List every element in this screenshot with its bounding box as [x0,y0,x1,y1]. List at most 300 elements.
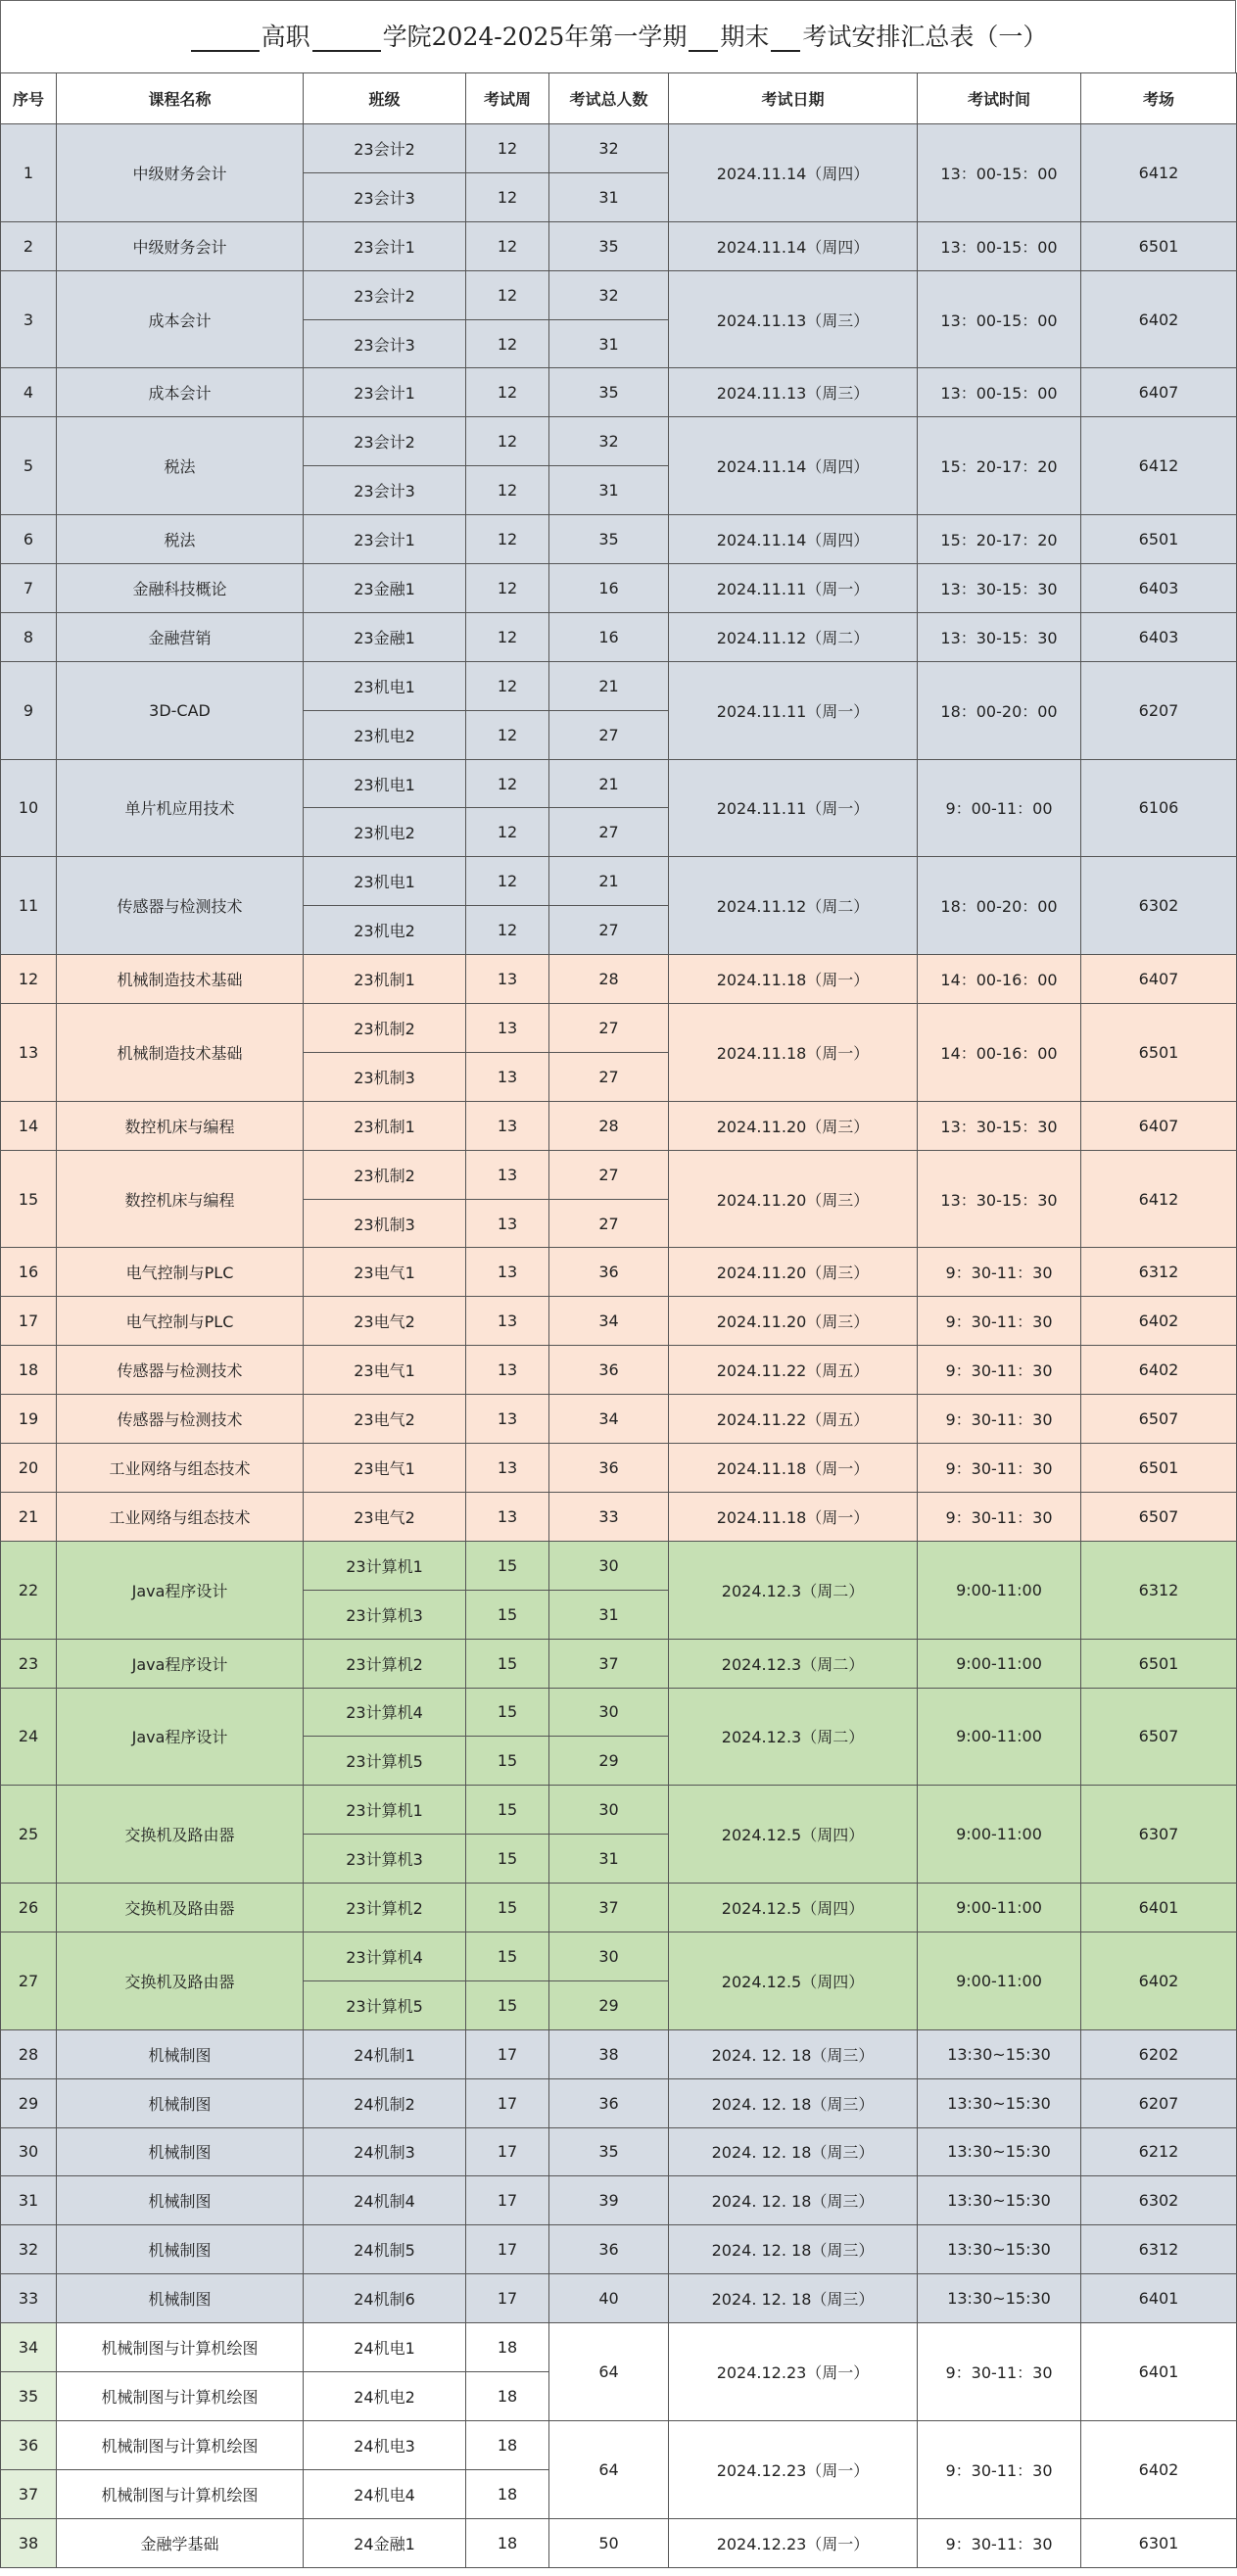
class-name[interactable]: 23计算机1 [304,1786,466,1835]
exam-count[interactable]: 21 [549,661,669,710]
exam-total-count[interactable]: 64 [549,2420,669,2518]
course-name[interactable]: 金融科技概论 [57,564,304,613]
exam-week[interactable]: 12 [466,710,549,759]
row-number[interactable]: 35 [1,2371,57,2420]
exam-count[interactable]: 27 [549,1052,669,1101]
course-name[interactable]: 税法 [57,515,304,564]
exam-time[interactable]: 13：00-15：00 [918,368,1081,417]
row-number[interactable]: 27 [1,1932,57,2029]
course-name[interactable]: 工业网络与组态技术 [57,1492,304,1541]
class-name[interactable]: 23计算机1 [304,1541,466,1590]
class-name[interactable]: 23机制2 [304,1150,466,1199]
exam-time[interactable]: 9:00-11:00 [918,1884,1081,1932]
class-name[interactable]: 24机制2 [304,2078,466,2127]
row-number[interactable]: 1 [1,124,57,222]
row-number[interactable]: 4 [1,368,57,417]
exam-count[interactable]: 35 [549,368,669,417]
exam-date[interactable]: 2024.11.14（周四） [669,221,918,270]
exam-room[interactable]: 6501 [1081,515,1237,564]
exam-room[interactable]: 6402 [1081,1346,1237,1395]
row-number[interactable]: 38 [1,2518,57,2567]
exam-date[interactable]: 2024. 12. 18（周三） [669,2029,918,2078]
exam-room[interactable]: 6402 [1081,270,1237,368]
exam-room[interactable]: 6501 [1081,1444,1237,1493]
exam-date[interactable]: 2024.12.5（周四） [669,1884,918,1932]
exam-week[interactable]: 15 [466,1980,549,2029]
exam-count[interactable]: 36 [549,1444,669,1493]
class-name[interactable]: 24机制1 [304,2029,466,2078]
exam-count[interactable]: 27 [549,1150,669,1199]
exam-count[interactable]: 33 [549,1492,669,1541]
exam-room[interactable]: 6207 [1081,661,1237,759]
course-name[interactable]: 机械制图 [57,2176,304,2225]
course-name[interactable]: 传感器与检测技术 [57,857,304,955]
exam-date[interactable]: 2024.11.14（周四） [669,417,918,515]
exam-count[interactable]: 27 [549,808,669,857]
class-name[interactable]: 23会计2 [304,270,466,319]
exam-date[interactable]: 2024. 12. 18（周三） [669,2176,918,2225]
class-name[interactable]: 24金融1 [304,2518,466,2567]
exam-week[interactable]: 12 [466,270,549,319]
exam-count[interactable]: 32 [549,270,669,319]
row-number[interactable]: 7 [1,564,57,613]
row-number[interactable]: 18 [1,1346,57,1395]
exam-count[interactable]: 34 [549,1395,669,1444]
exam-room[interactable]: 6407 [1081,955,1237,1004]
exam-date[interactable]: 2024.11.22（周五） [669,1346,918,1395]
exam-week[interactable]: 15 [466,1932,549,1980]
row-number[interactable]: 3 [1,270,57,368]
exam-count[interactable]: 34 [549,1297,669,1346]
course-name[interactable]: 成本会计 [57,368,304,417]
exam-date[interactable]: 2024.11.13（周三） [669,270,918,368]
exam-room[interactable]: 6402 [1081,1297,1237,1346]
course-name[interactable]: 单片机应用技术 [57,759,304,857]
exam-date[interactable]: 2024. 12. 18（周三） [669,2225,918,2274]
exam-count[interactable]: 50 [549,2518,669,2567]
exam-week[interactable]: 13 [466,1297,549,1346]
row-number[interactable]: 13 [1,1004,57,1102]
exam-count[interactable]: 40 [549,2274,669,2323]
exam-room[interactable]: 6401 [1081,2323,1237,2421]
exam-date[interactable]: 2024.11.12（周二） [669,857,918,955]
exam-week[interactable]: 13 [466,1101,549,1150]
exam-date[interactable]: 2024.12.23（周一） [669,2323,918,2421]
class-name[interactable]: 24机制5 [304,2225,466,2274]
exam-week[interactable]: 17 [466,2078,549,2127]
exam-week[interactable]: 13 [466,1150,549,1199]
exam-date[interactable]: 2024.11.22（周五） [669,1395,918,1444]
exam-week[interactable]: 15 [466,1737,549,1786]
exam-date[interactable]: 2024.12.5（周四） [669,1786,918,1884]
row-number[interactable]: 32 [1,2225,57,2274]
class-name[interactable]: 24机制3 [304,2127,466,2176]
exam-time[interactable]: 13:30~15:30 [918,2078,1081,2127]
exam-room[interactable]: 6501 [1081,221,1237,270]
course-name[interactable]: 税法 [57,417,304,515]
course-name[interactable]: 机械制图与计算机绘图 [57,2323,304,2372]
exam-week[interactable]: 12 [466,808,549,857]
exam-count[interactable]: 16 [549,612,669,661]
course-name[interactable]: 电气控制与PLC [57,1248,304,1297]
exam-date[interactable]: 2024.11.20（周三） [669,1297,918,1346]
exam-count[interactable]: 39 [549,2176,669,2225]
class-name[interactable]: 24机电3 [304,2420,466,2469]
exam-count[interactable]: 29 [549,1980,669,2029]
row-number[interactable]: 5 [1,417,57,515]
exam-count[interactable]: 16 [549,564,669,613]
exam-week[interactable]: 13 [466,1004,549,1053]
exam-time[interactable]: 9:00-11:00 [918,1932,1081,2029]
exam-room[interactable]: 6207 [1081,2078,1237,2127]
exam-week[interactable]: 15 [466,1884,549,1932]
class-name[interactable]: 23机电2 [304,710,466,759]
class-name[interactable]: 24机电1 [304,2323,466,2372]
exam-time[interactable]: 9：30-11：30 [918,2420,1081,2518]
exam-week[interactable]: 12 [466,857,549,906]
exam-week[interactable]: 17 [466,2225,549,2274]
exam-count[interactable]: 28 [549,1101,669,1150]
exam-room[interactable]: 6302 [1081,2176,1237,2225]
exam-room[interactable]: 6301 [1081,2518,1237,2567]
class-name[interactable]: 23机制3 [304,1052,466,1101]
exam-week[interactable]: 13 [466,955,549,1004]
exam-week[interactable]: 18 [466,2469,549,2518]
exam-date[interactable]: 2024.11.18（周一） [669,1004,918,1102]
row-number[interactable]: 34 [1,2323,57,2372]
course-name[interactable]: 中级财务会计 [57,124,304,222]
exam-room[interactable]: 6501 [1081,1004,1237,1102]
class-name[interactable]: 23计算机3 [304,1590,466,1639]
course-name[interactable]: 数控机床与编程 [57,1101,304,1150]
exam-time[interactable]: 13:30~15:30 [918,2176,1081,2225]
exam-week[interactable]: 18 [466,2371,549,2420]
exam-room[interactable]: 6507 [1081,1492,1237,1541]
exam-date[interactable]: 2024.11.13（周三） [669,368,918,417]
exam-time[interactable]: 13：30-15：30 [918,564,1081,613]
exam-date[interactable]: 2024.12.3（周二） [669,1688,918,1786]
row-number[interactable]: 26 [1,1884,57,1932]
exam-date[interactable]: 2024.11.11（周一） [669,564,918,613]
exam-room[interactable]: 6403 [1081,612,1237,661]
exam-room[interactable]: 6402 [1081,2420,1237,2518]
row-number[interactable]: 20 [1,1444,57,1493]
exam-count[interactable]: 31 [549,319,669,368]
exam-count[interactable]: 31 [549,1590,669,1639]
row-number[interactable]: 19 [1,1395,57,1444]
exam-date[interactable]: 2024.11.11（周一） [669,759,918,857]
row-number[interactable]: 10 [1,759,57,857]
exam-room[interactable]: 6302 [1081,857,1237,955]
exam-week[interactable]: 13 [466,1248,549,1297]
course-name[interactable]: 交换机及路由器 [57,1786,304,1884]
exam-room[interactable]: 6403 [1081,564,1237,613]
exam-time[interactable]: 13：30-15：30 [918,1101,1081,1150]
exam-count[interactable]: 36 [549,2225,669,2274]
course-name[interactable]: 交换机及路由器 [57,1932,304,2029]
row-number[interactable]: 23 [1,1639,57,1688]
row-number[interactable]: 8 [1,612,57,661]
class-name[interactable]: 23计算机5 [304,1980,466,2029]
course-name[interactable]: 工业网络与组态技术 [57,1444,304,1493]
row-number[interactable]: 36 [1,2420,57,2469]
exam-room[interactable]: 6507 [1081,1688,1237,1786]
course-name[interactable]: 机械制图 [57,2274,304,2323]
row-number[interactable]: 28 [1,2029,57,2078]
exam-time[interactable]: 9:00-11:00 [918,1688,1081,1786]
exam-date[interactable]: 2024.12.3（周二） [669,1541,918,1639]
exam-room[interactable]: 6401 [1081,1884,1237,1932]
course-name[interactable]: 机械制造技术基础 [57,1004,304,1102]
exam-count[interactable]: 32 [549,417,669,466]
exam-count[interactable]: 30 [549,1786,669,1835]
exam-time[interactable]: 13：00-15：00 [918,221,1081,270]
exam-week[interactable]: 13 [466,1492,549,1541]
class-name[interactable]: 23会计2 [304,124,466,173]
exam-time[interactable]: 9：30-11：30 [918,1492,1081,1541]
exam-week[interactable]: 13 [466,1444,549,1493]
exam-count[interactable]: 37 [549,1639,669,1688]
exam-date[interactable]: 2024.11.20（周三） [669,1101,918,1150]
exam-time[interactable]: 13：30-15：30 [918,1150,1081,1248]
title-blank-2[interactable] [312,26,381,52]
row-number[interactable]: 17 [1,1297,57,1346]
exam-time[interactable]: 9:00-11:00 [918,1639,1081,1688]
exam-count[interactable]: 27 [549,710,669,759]
course-name[interactable]: 机械制图 [57,2225,304,2274]
exam-date[interactable]: 2024.12.3（周二） [669,1639,918,1688]
class-name[interactable]: 23会计3 [304,172,466,221]
exam-count[interactable]: 38 [549,2029,669,2078]
exam-week[interactable]: 17 [466,2274,549,2323]
exam-week[interactable]: 12 [466,515,549,564]
row-number[interactable]: 15 [1,1150,57,1248]
exam-week[interactable]: 12 [466,906,549,955]
class-name[interactable]: 23机电1 [304,661,466,710]
exam-week[interactable]: 12 [466,368,549,417]
exam-time[interactable]: 15：20-17：20 [918,417,1081,515]
exam-room[interactable]: 6407 [1081,1101,1237,1150]
exam-date[interactable]: 2024.11.20（周三） [669,1150,918,1248]
exam-count[interactable]: 36 [549,2078,669,2127]
exam-date[interactable]: 2024.11.18（周一） [669,1444,918,1493]
class-name[interactable]: 23计算机4 [304,1688,466,1737]
class-name[interactable]: 23金融1 [304,612,466,661]
exam-week[interactable]: 12 [466,564,549,613]
exam-room[interactable]: 6407 [1081,368,1237,417]
course-name[interactable]: 交换机及路由器 [57,1884,304,1932]
exam-week[interactable]: 15 [466,1688,549,1737]
exam-week[interactable]: 15 [466,1639,549,1688]
class-name[interactable]: 23电气1 [304,1444,466,1493]
course-name[interactable]: 3D-CAD [57,661,304,759]
row-number[interactable]: 9 [1,661,57,759]
exam-time[interactable]: 9：00-11：00 [918,759,1081,857]
exam-time[interactable]: 9：30-11：30 [918,1395,1081,1444]
exam-week[interactable]: 12 [466,319,549,368]
class-name[interactable]: 23会计1 [304,515,466,564]
exam-room[interactable]: 6412 [1081,1150,1237,1248]
exam-time[interactable]: 14：00-16：00 [918,955,1081,1004]
exam-count[interactable]: 37 [549,1884,669,1932]
course-name[interactable]: 传感器与检测技术 [57,1395,304,1444]
exam-time[interactable]: 9：30-11：30 [918,2323,1081,2421]
exam-date[interactable]: 2024.11.18（周一） [669,955,918,1004]
course-name[interactable]: 机械制图与计算机绘图 [57,2469,304,2518]
exam-room[interactable]: 6412 [1081,417,1237,515]
class-name[interactable]: 23计算机2 [304,1639,466,1688]
exam-time[interactable]: 9:00-11:00 [918,1786,1081,1884]
exam-room[interactable]: 6106 [1081,759,1237,857]
exam-room[interactable]: 6402 [1081,1932,1237,2029]
exam-date[interactable]: 2024.11.20（周三） [669,1248,918,1297]
exam-time[interactable]: 14：00-16：00 [918,1004,1081,1102]
row-number[interactable]: 14 [1,1101,57,1150]
exam-count[interactable]: 35 [549,515,669,564]
title-blank-1[interactable] [191,26,260,52]
exam-count[interactable]: 21 [549,857,669,906]
class-name[interactable]: 24机电4 [304,2469,466,2518]
exam-time[interactable]: 13：00-15：00 [918,270,1081,368]
course-name[interactable]: 金融学基础 [57,2518,304,2567]
exam-time[interactable]: 9：30-11：30 [918,1444,1081,1493]
class-name[interactable]: 23机电1 [304,759,466,808]
exam-week[interactable]: 18 [466,2518,549,2567]
exam-count[interactable]: 29 [549,1737,669,1786]
row-number[interactable]: 2 [1,221,57,270]
row-number[interactable]: 25 [1,1786,57,1884]
exam-time[interactable]: 9：30-11：30 [918,1346,1081,1395]
exam-week[interactable]: 12 [466,612,549,661]
row-number[interactable]: 12 [1,955,57,1004]
row-number[interactable]: 33 [1,2274,57,2323]
exam-date[interactable]: 2024.11.11（周一） [669,661,918,759]
course-name[interactable]: Java程序设计 [57,1639,304,1688]
row-number[interactable]: 37 [1,2469,57,2518]
row-number[interactable]: 16 [1,1248,57,1297]
exam-week[interactable]: 12 [466,661,549,710]
exam-date[interactable]: 2024.12.5（周四） [669,1932,918,2029]
exam-week[interactable]: 12 [466,172,549,221]
course-name[interactable]: 机械制图 [57,2078,304,2127]
exam-week[interactable]: 13 [466,1199,549,1248]
class-name[interactable]: 23会计3 [304,466,466,515]
exam-count[interactable]: 35 [549,221,669,270]
row-number[interactable]: 24 [1,1688,57,1786]
exam-count[interactable]: 27 [549,906,669,955]
exam-date[interactable]: 2024.12.23（周一） [669,2518,918,2567]
class-name[interactable]: 23机制1 [304,1101,466,1150]
row-number[interactable]: 31 [1,2176,57,2225]
exam-count[interactable]: 35 [549,2127,669,2176]
class-name[interactable]: 23电气1 [304,1346,466,1395]
row-number[interactable]: 29 [1,2078,57,2127]
exam-time[interactable]: 13:30~15:30 [918,2127,1081,2176]
exam-count[interactable]: 27 [549,1199,669,1248]
exam-date[interactable]: 2024.12.23（周一） [669,2420,918,2518]
class-name[interactable]: 23会计2 [304,417,466,466]
course-name[interactable]: 金融营销 [57,612,304,661]
course-name[interactable]: 机械制图 [57,2127,304,2176]
title-blank-3[interactable] [689,26,718,52]
class-name[interactable]: 23机制3 [304,1199,466,1248]
exam-count[interactable]: 36 [549,1248,669,1297]
exam-count[interactable]: 30 [549,1688,669,1737]
class-name[interactable]: 23机制1 [304,955,466,1004]
exam-count[interactable]: 30 [549,1932,669,1980]
course-name[interactable]: 机械制图 [57,2029,304,2078]
exam-time[interactable]: 9：30-11：30 [918,1248,1081,1297]
row-number[interactable]: 6 [1,515,57,564]
exam-room[interactable]: 6312 [1081,1248,1237,1297]
course-name[interactable]: Java程序设计 [57,1688,304,1786]
exam-room[interactable]: 6202 [1081,2029,1237,2078]
course-name[interactable]: 成本会计 [57,270,304,368]
exam-room[interactable]: 6312 [1081,1541,1237,1639]
exam-count[interactable]: 31 [549,1835,669,1884]
exam-week[interactable]: 17 [466,2176,549,2225]
exam-week[interactable]: 13 [466,1052,549,1101]
exam-count[interactable]: 30 [549,1541,669,1590]
exam-week[interactable]: 15 [466,1590,549,1639]
exam-room[interactable]: 6501 [1081,1639,1237,1688]
course-name[interactable]: 电气控制与PLC [57,1297,304,1346]
row-number[interactable]: 22 [1,1541,57,1639]
exam-total-count[interactable]: 64 [549,2323,669,2421]
exam-week[interactable]: 15 [466,1835,549,1884]
exam-count[interactable]: 21 [549,759,669,808]
exam-week[interactable]: 15 [466,1541,549,1590]
class-name[interactable]: 23电气1 [304,1248,466,1297]
class-name[interactable]: 23计算机3 [304,1835,466,1884]
exam-room[interactable]: 6401 [1081,2274,1237,2323]
class-name[interactable]: 23电气2 [304,1492,466,1541]
exam-room[interactable]: 6212 [1081,2127,1237,2176]
exam-time[interactable]: 9:00-11:00 [918,1541,1081,1639]
exam-time[interactable]: 13：00-15：00 [918,124,1081,222]
exam-time[interactable]: 18：00-20：00 [918,857,1081,955]
class-name[interactable]: 23机电1 [304,857,466,906]
exam-time[interactable]: 9：30-11：30 [918,2518,1081,2567]
class-name[interactable]: 23计算机4 [304,1932,466,1980]
title-blank-4[interactable] [771,26,800,52]
row-number[interactable]: 11 [1,857,57,955]
exam-date[interactable]: 2024. 12. 18（周三） [669,2078,918,2127]
class-name[interactable]: 24机电2 [304,2371,466,2420]
class-name[interactable]: 23金融1 [304,564,466,613]
exam-week[interactable]: 18 [466,2323,549,2372]
exam-room[interactable]: 6312 [1081,2225,1237,2274]
exam-week[interactable]: 12 [466,466,549,515]
exam-count[interactable]: 31 [549,172,669,221]
exam-time[interactable]: 13:30~15:30 [918,2029,1081,2078]
exam-time[interactable]: 18：00-20：00 [918,661,1081,759]
exam-week[interactable]: 12 [466,124,549,173]
class-name[interactable]: 23会计3 [304,319,466,368]
exam-week[interactable]: 13 [466,1395,549,1444]
exam-week[interactable]: 18 [466,2420,549,2469]
course-name[interactable]: 机械制造技术基础 [57,955,304,1004]
exam-date[interactable]: 2024.11.18（周一） [669,1492,918,1541]
course-name[interactable]: 中级财务会计 [57,221,304,270]
course-name[interactable]: 机械制图与计算机绘图 [57,2420,304,2469]
exam-count[interactable]: 36 [549,1346,669,1395]
class-name[interactable]: 23会计1 [304,368,466,417]
exam-time[interactable]: 13:30~15:30 [918,2274,1081,2323]
class-name[interactable]: 23电气2 [304,1395,466,1444]
course-name[interactable]: Java程序设计 [57,1541,304,1639]
class-name[interactable]: 23机电2 [304,906,466,955]
